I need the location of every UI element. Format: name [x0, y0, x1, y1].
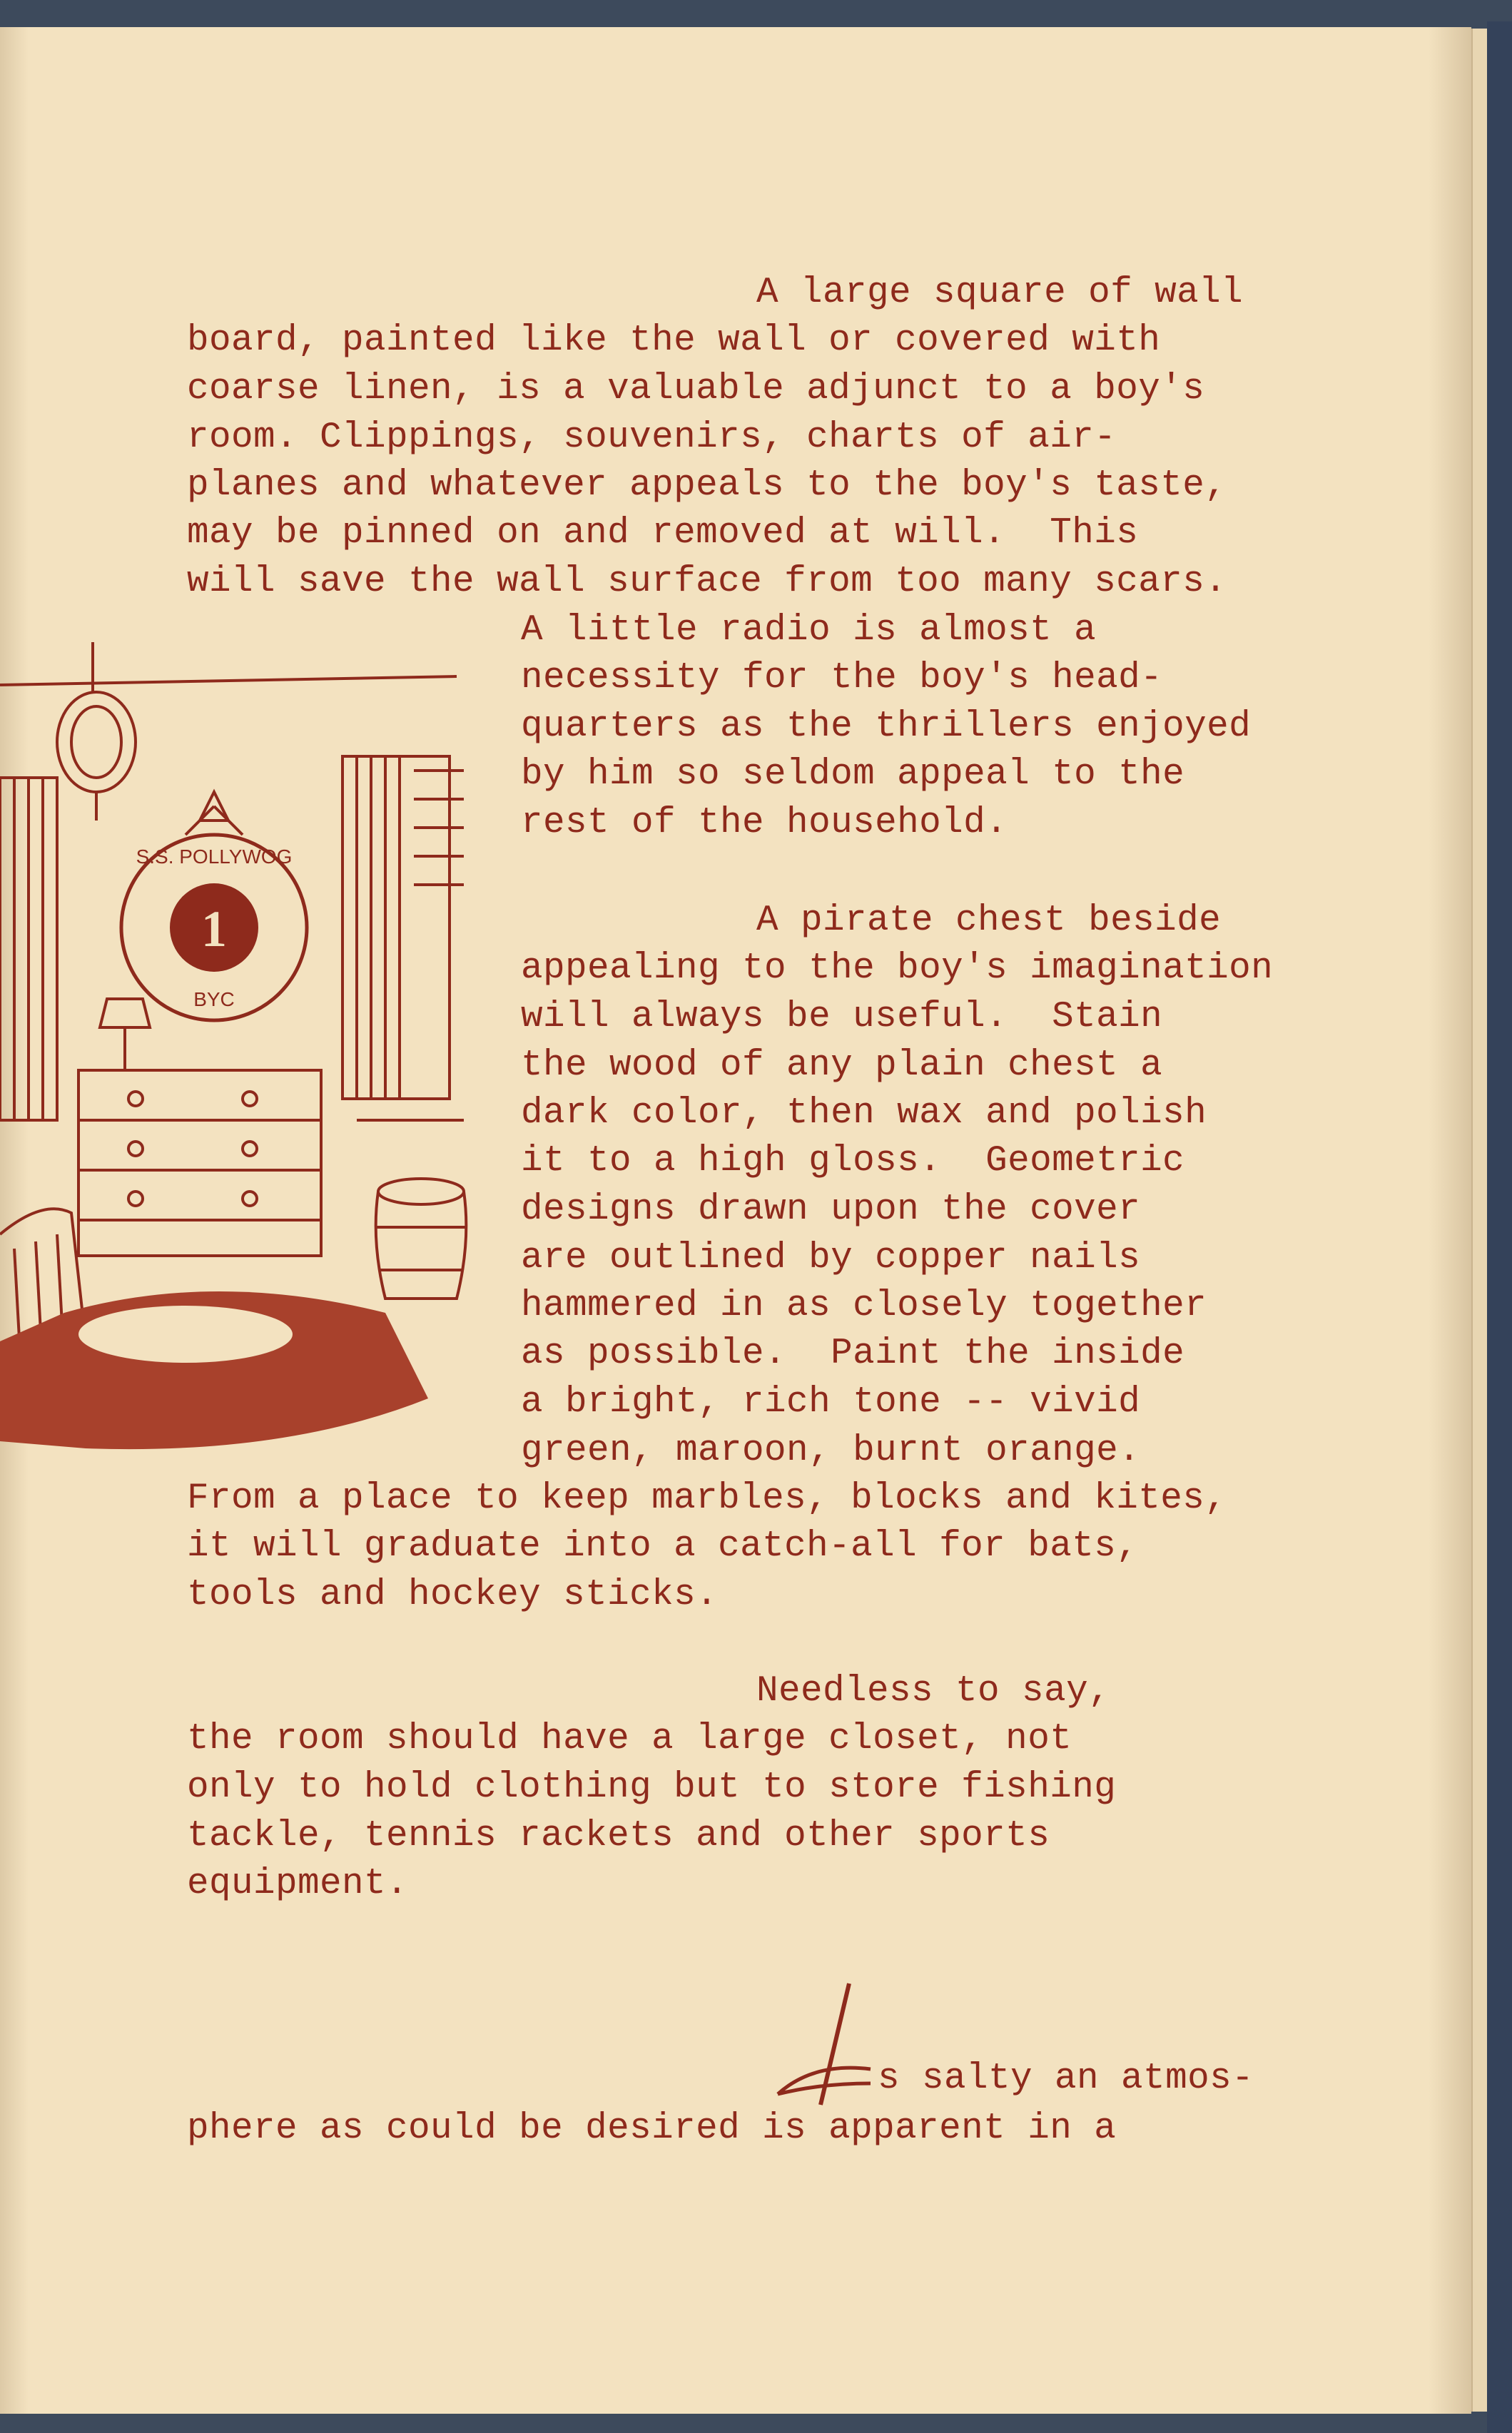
life-ring-number: 1 — [201, 900, 227, 958]
life-ring-label-top: S.S. POLLYWOG — [136, 845, 293, 868]
text-line: rest of the household. — [521, 803, 1008, 843]
text-line: a bright, rich tone -- vivid — [521, 1382, 1141, 1423]
text-line: designs drawn upon the cover — [521, 1189, 1141, 1230]
text-line: green, maroon, burnt orange. — [521, 1431, 1141, 1471]
text-line: equipment. — [187, 1864, 409, 1904]
text-line: by him so seldom appeal to the — [521, 754, 1185, 795]
drop-cap-a — [771, 1976, 885, 2112]
text-line: phere as could be desired is apparent in a — [187, 2108, 1117, 2149]
text-line: dark color, then wax and polish — [521, 1093, 1207, 1134]
text-line: room. Clippings, souvenirs, charts of air- — [187, 417, 1117, 458]
text-line: tools and hockey sticks. — [187, 1575, 719, 1615]
text-line: hammered in as closely together — [521, 1286, 1207, 1326]
life-ring-label-bottom: BYC — [193, 988, 235, 1010]
text-line: A large square of wall — [756, 273, 1244, 313]
text-line: necessity for the boy's head- — [521, 658, 1163, 699]
text-line: coarse linen, is a valuable adjunct to a boy's — [187, 369, 1205, 410]
text-line: will save the wall surface from too many scars. — [187, 562, 1227, 602]
text-line: the wood of any plain chest a — [521, 1045, 1163, 1086]
text-line: s salty an atmos- — [878, 2058, 1254, 2099]
text-line: the room should have a large closet, not — [187, 1719, 1072, 1759]
text-line: it will graduate into a catch-all for bats, — [187, 1526, 1139, 1567]
text-line: board, painted like the wall or covered with — [187, 320, 1161, 361]
page-edge — [1471, 29, 1488, 2412]
text-line: From a place to keep marbles, blocks and kites, — [187, 1478, 1227, 1519]
text-line: A little radio is almost a — [521, 610, 1097, 651]
text-line: appealing to the boy's imagination — [521, 948, 1274, 989]
text-line: only to hold clothing but to store fishing — [187, 1767, 1117, 1808]
text-line: as possible. Paint the inside — [521, 1334, 1185, 1374]
text-line: may be pinned on and removed at will. This — [187, 513, 1139, 554]
text-line: are outlined by copper nails — [521, 1238, 1141, 1279]
text-line: quarters as the thrillers enjoyed — [521, 706, 1252, 747]
book-cover-edge — [1487, 21, 1512, 2433]
text-line: tackle, tennis rackets and other sports — [187, 1816, 1050, 1857]
text-line: will always be useful. Stain — [521, 997, 1163, 1037]
boys-room-illustration — [0, 628, 485, 1463]
text-line: Needless to say, — [756, 1671, 1111, 1712]
text-line: planes and whatever appeals to the boy's taste, — [187, 465, 1227, 506]
text-line: A pirate chest beside — [756, 900, 1222, 941]
text-line: it to a high gloss. Geometric — [521, 1141, 1185, 1182]
